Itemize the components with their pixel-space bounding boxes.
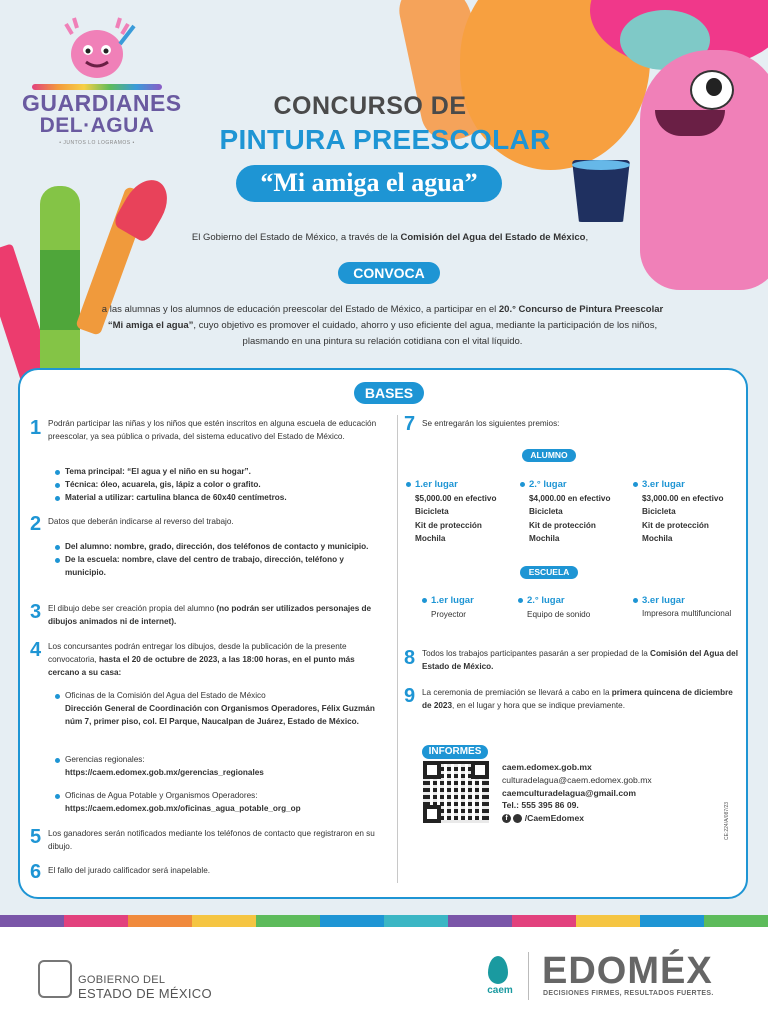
qr-corner bbox=[423, 805, 441, 823]
informes-pill: INFORMES bbox=[422, 745, 488, 759]
base-2-bullet: De la escuela: nombre, clave del centro de trabajo, dirección, teléfono y municipio. bbox=[55, 554, 377, 580]
qr-corner bbox=[423, 761, 441, 779]
rainbow-strip bbox=[0, 915, 768, 927]
bases-pill: BASES bbox=[354, 382, 424, 404]
caem-drop-icon bbox=[488, 956, 508, 984]
rainbow-strip-segment bbox=[704, 915, 768, 927]
prize-item: Equipo de sonido bbox=[527, 609, 591, 619]
subtitle-pill: “Mi amiga el agua” bbox=[236, 165, 502, 202]
contact-email-gmail[interactable]: caemculturadelagua@gmail.com bbox=[502, 787, 636, 798]
office-agua-potable bbox=[55, 790, 377, 816]
base-6-number: 6 bbox=[30, 861, 42, 883]
twitter-icon bbox=[513, 814, 522, 823]
logo-title-line-2: DEL·AGUA bbox=[39, 114, 155, 137]
informes-contacts bbox=[502, 761, 652, 825]
rainbow-strip-segment bbox=[0, 915, 64, 927]
convoca-pill: CONVOCA bbox=[338, 262, 440, 284]
base-3-text-bold: (no podrán ser utilizados personajes de dibujos animados ni de internet). bbox=[48, 604, 372, 626]
base-2-number: 2 bbox=[30, 513, 42, 535]
base-8-text-plain: Todos los trabajos participantes pasarán a ser propiedad de la bbox=[422, 649, 651, 658]
rainbow-strip-segment bbox=[128, 915, 192, 927]
base-5-text: Los ganadores serán notificados mediante los teléfonos de contacto que registraron en su dibujo. bbox=[48, 829, 375, 851]
bucket-water bbox=[572, 160, 630, 170]
prize-item: Impresora multifuncional bbox=[642, 608, 732, 618]
office-caem-address: Dirección General de Coordinación con Organismos Operadores, Félix Guzmán núm 7, primer piso, col. El Parque, Naucalpan de Juárez, Estado de México. bbox=[65, 703, 375, 726]
convoca-body-1: a las alumnas y los alumnos de educación preescolar del Estado de México, a participar en el bbox=[101, 304, 499, 315]
prize-item: $5,000.00 en efectivo bbox=[415, 493, 497, 503]
base-3-text-plain: El dibujo debe ser creación propia del alumno bbox=[48, 604, 217, 613]
rainbow-strip-segment bbox=[576, 915, 640, 927]
prize-item: Proyector bbox=[431, 609, 467, 619]
base-8-number: 8 bbox=[404, 647, 416, 669]
office-caem-label: Oficinas de la Comisión del Agua del Estado de México bbox=[65, 691, 266, 700]
intro-text-bold: Comisión del Agua del Estado de México bbox=[400, 232, 586, 243]
base-4-text bbox=[48, 641, 378, 679]
convoca-body bbox=[95, 302, 670, 350]
office-caem bbox=[55, 690, 377, 728]
alumno-prize-1 bbox=[406, 478, 518, 546]
prize-item: $4,000.00 en efectivo bbox=[529, 493, 611, 503]
prize-item: Kit de protección bbox=[529, 520, 596, 530]
base-4-number: 4 bbox=[30, 639, 42, 661]
base-4-text-bold: hasta el 20 de octubre de 2023, a las 18:00 horas, en el punto más cercano a su casa: bbox=[48, 654, 355, 677]
pink-axolotl-mascot-icon bbox=[22, 14, 172, 84]
rainbow-strip-segment bbox=[448, 915, 512, 927]
title-concurso-de: CONCURSO DE bbox=[273, 92, 467, 120]
caem-label: caem bbox=[487, 985, 513, 996]
folio-code: CE:224/A/087/23 bbox=[724, 801, 730, 840]
base-7-number: 7 bbox=[404, 413, 416, 435]
office-regional-label: Gerencias regionales: bbox=[65, 755, 145, 764]
escuela-prize-2 bbox=[518, 594, 628, 621]
prize-item: Mochila bbox=[642, 534, 673, 543]
intro-text-post: , bbox=[585, 232, 589, 243]
base-4-text-plain: Los concursantes podrán entregar los dibujos, desde la publicación de la presente convocatoria, bbox=[48, 642, 347, 664]
alumno-prize-3 bbox=[633, 478, 745, 546]
prize-item: Mochila bbox=[529, 534, 560, 543]
estado-de-mexico-seal-icon bbox=[38, 960, 72, 998]
alumno-prize-2-place: 2.° lugar bbox=[520, 478, 632, 492]
rainbow-strip-segment bbox=[384, 915, 448, 927]
footer-divider bbox=[528, 952, 529, 1000]
base-2-bullets bbox=[55, 541, 377, 579]
rainbow-strip-segment bbox=[640, 915, 704, 927]
logo-tagline: • JUNTOS LO LOGRAMOS • bbox=[59, 140, 135, 146]
office-agua-potable-url[interactable]: https://caem.edomex.gob.mx/oficinas_agua_potable_org_op bbox=[65, 803, 301, 813]
prize-item: Kit de protección bbox=[642, 520, 709, 530]
prize-item: Bicicleta bbox=[529, 507, 563, 516]
base-8-text bbox=[422, 648, 740, 674]
facebook-icon: f bbox=[502, 814, 511, 823]
contact-website[interactable]: caem.edomex.gob.mx bbox=[502, 762, 592, 772]
office-regional-url[interactable]: https://caem.edomex.gob.mx/gerencias_regionales bbox=[65, 767, 264, 777]
escuela-prize-3-place: 3.er lugar bbox=[633, 594, 743, 608]
base-3-number: 3 bbox=[30, 601, 42, 623]
card-column-divider bbox=[397, 415, 398, 883]
base-9-text-end: , en el lugar y hora que se indique previamente. bbox=[452, 700, 626, 710]
base-2-bullet: Del alumno: nombre, grado, dirección, dos teléfonos de contacto y municipio. bbox=[55, 541, 377, 554]
rainbow-strip-segment bbox=[512, 915, 576, 927]
base-3-text bbox=[48, 603, 378, 629]
footer-gobierno-line-1: GOBIERNO DEL bbox=[78, 974, 166, 986]
base-9-text-bold: primera quincena de diciembre de 2023 bbox=[422, 688, 733, 710]
escuela-pill: ESCUELA bbox=[520, 566, 578, 579]
convoca-body-bold: 20.° Concurso de Pintura Preescolar “Mi amiga el agua” bbox=[107, 304, 664, 331]
prize-item: Bicicleta bbox=[642, 507, 676, 516]
alumno-prize-3-place: 3.er lugar bbox=[633, 478, 745, 492]
base-9-text-plain: La ceremonia de premiación se llevará a cabo en la bbox=[422, 688, 612, 697]
logo-title-line-1: GUARDIANES bbox=[22, 90, 182, 116]
prize-item: Kit de protección bbox=[415, 520, 482, 530]
base-5-number: 5 bbox=[30, 826, 42, 848]
alumno-prize-2 bbox=[520, 478, 632, 546]
qr-corner bbox=[471, 761, 489, 779]
base-1-bullets bbox=[55, 466, 375, 504]
base-9-text bbox=[422, 687, 740, 713]
base-1-text: Podrán participar las niñas y los niños que estén inscritos en alguna escuela de educación preescolar, ya sea pública o privada, del sistema educativo del Estado de México. bbox=[48, 419, 377, 441]
escuela-prize-2-place: 2.° lugar bbox=[518, 594, 628, 608]
convoca-body-2: , cuyo objetivo es promover el cuidado, ahorro y uso eficiente del agua, mediante la participación de los niños, plasmando en una pintura su relación cotidiana con el vital líquido. bbox=[193, 320, 658, 347]
intro-text bbox=[150, 232, 630, 243]
title-pintura-preescolar: PINTURA PREESCOLAR bbox=[219, 124, 551, 155]
escuela-prize-1-place: 1.er lugar bbox=[422, 594, 518, 608]
rainbow-strip-segment bbox=[320, 915, 384, 927]
edomex-logo-text: EDOMÉX bbox=[542, 950, 713, 992]
rainbow-strip-segment bbox=[256, 915, 320, 927]
base-1-bullet: Tema principal: “El agua y el niño en su hogar”. bbox=[55, 466, 375, 479]
base-8-text-bold: Comisión del Agua del Estado de México. bbox=[422, 649, 738, 671]
office-regional bbox=[55, 754, 377, 780]
guardianes-del-agua-logo bbox=[22, 14, 182, 146]
base-1-number: 1 bbox=[30, 417, 42, 439]
prize-item: Bicicleta bbox=[415, 507, 449, 516]
contact-phone: Tel.: 555 395 86 09. bbox=[502, 800, 579, 811]
alumno-prize-1-place: 1.er lugar bbox=[406, 478, 518, 492]
escuela-prize-3 bbox=[633, 594, 743, 619]
base-1-bullet: Técnica: óleo, acuarela, gis, lápiz a color o grafito. bbox=[55, 479, 375, 492]
footer-gobierno-line-2: ESTADO DE MÉXICO bbox=[78, 986, 212, 1001]
prize-item: Mochila bbox=[415, 534, 446, 543]
rainbow-strip-segment bbox=[64, 915, 128, 927]
social-handle: /CaemEdomex bbox=[524, 813, 585, 824]
base-1-bullet: Material a utilizar: cartulina blanca de 60x40 centímetros. bbox=[55, 492, 375, 505]
green-crayon-label-band bbox=[40, 250, 80, 330]
base-6-text: El fallo del jurado calificador será inapelable. bbox=[48, 866, 211, 875]
intro-text-pre: El Gobierno del Estado de México, a través de la bbox=[191, 232, 401, 243]
monster-pupil bbox=[706, 78, 722, 96]
base-2-text: Datos que deberán indicarse al reverso del trabajo. bbox=[48, 517, 234, 526]
escuela-prize-1 bbox=[422, 594, 518, 621]
prize-item: $3,000.00 en efectivo bbox=[642, 493, 724, 503]
base-7-text: Se entregarán los siguientes premios: bbox=[422, 419, 560, 428]
contact-email-caem[interactable]: culturadelagua@caem.edomex.gob.mx bbox=[502, 774, 652, 785]
office-agua-potable-label: Oficinas de Agua Potable y Organismos Operadores: bbox=[65, 791, 258, 800]
rainbow-strip-segment bbox=[192, 915, 256, 927]
base-9-number: 9 bbox=[404, 685, 416, 707]
edomex-slogan: DECISIONES FIRMES, RESULTADOS FUERTES. bbox=[543, 990, 714, 997]
contact-social[interactable] bbox=[502, 812, 652, 825]
alumno-pill: ALUMNO bbox=[522, 449, 576, 462]
